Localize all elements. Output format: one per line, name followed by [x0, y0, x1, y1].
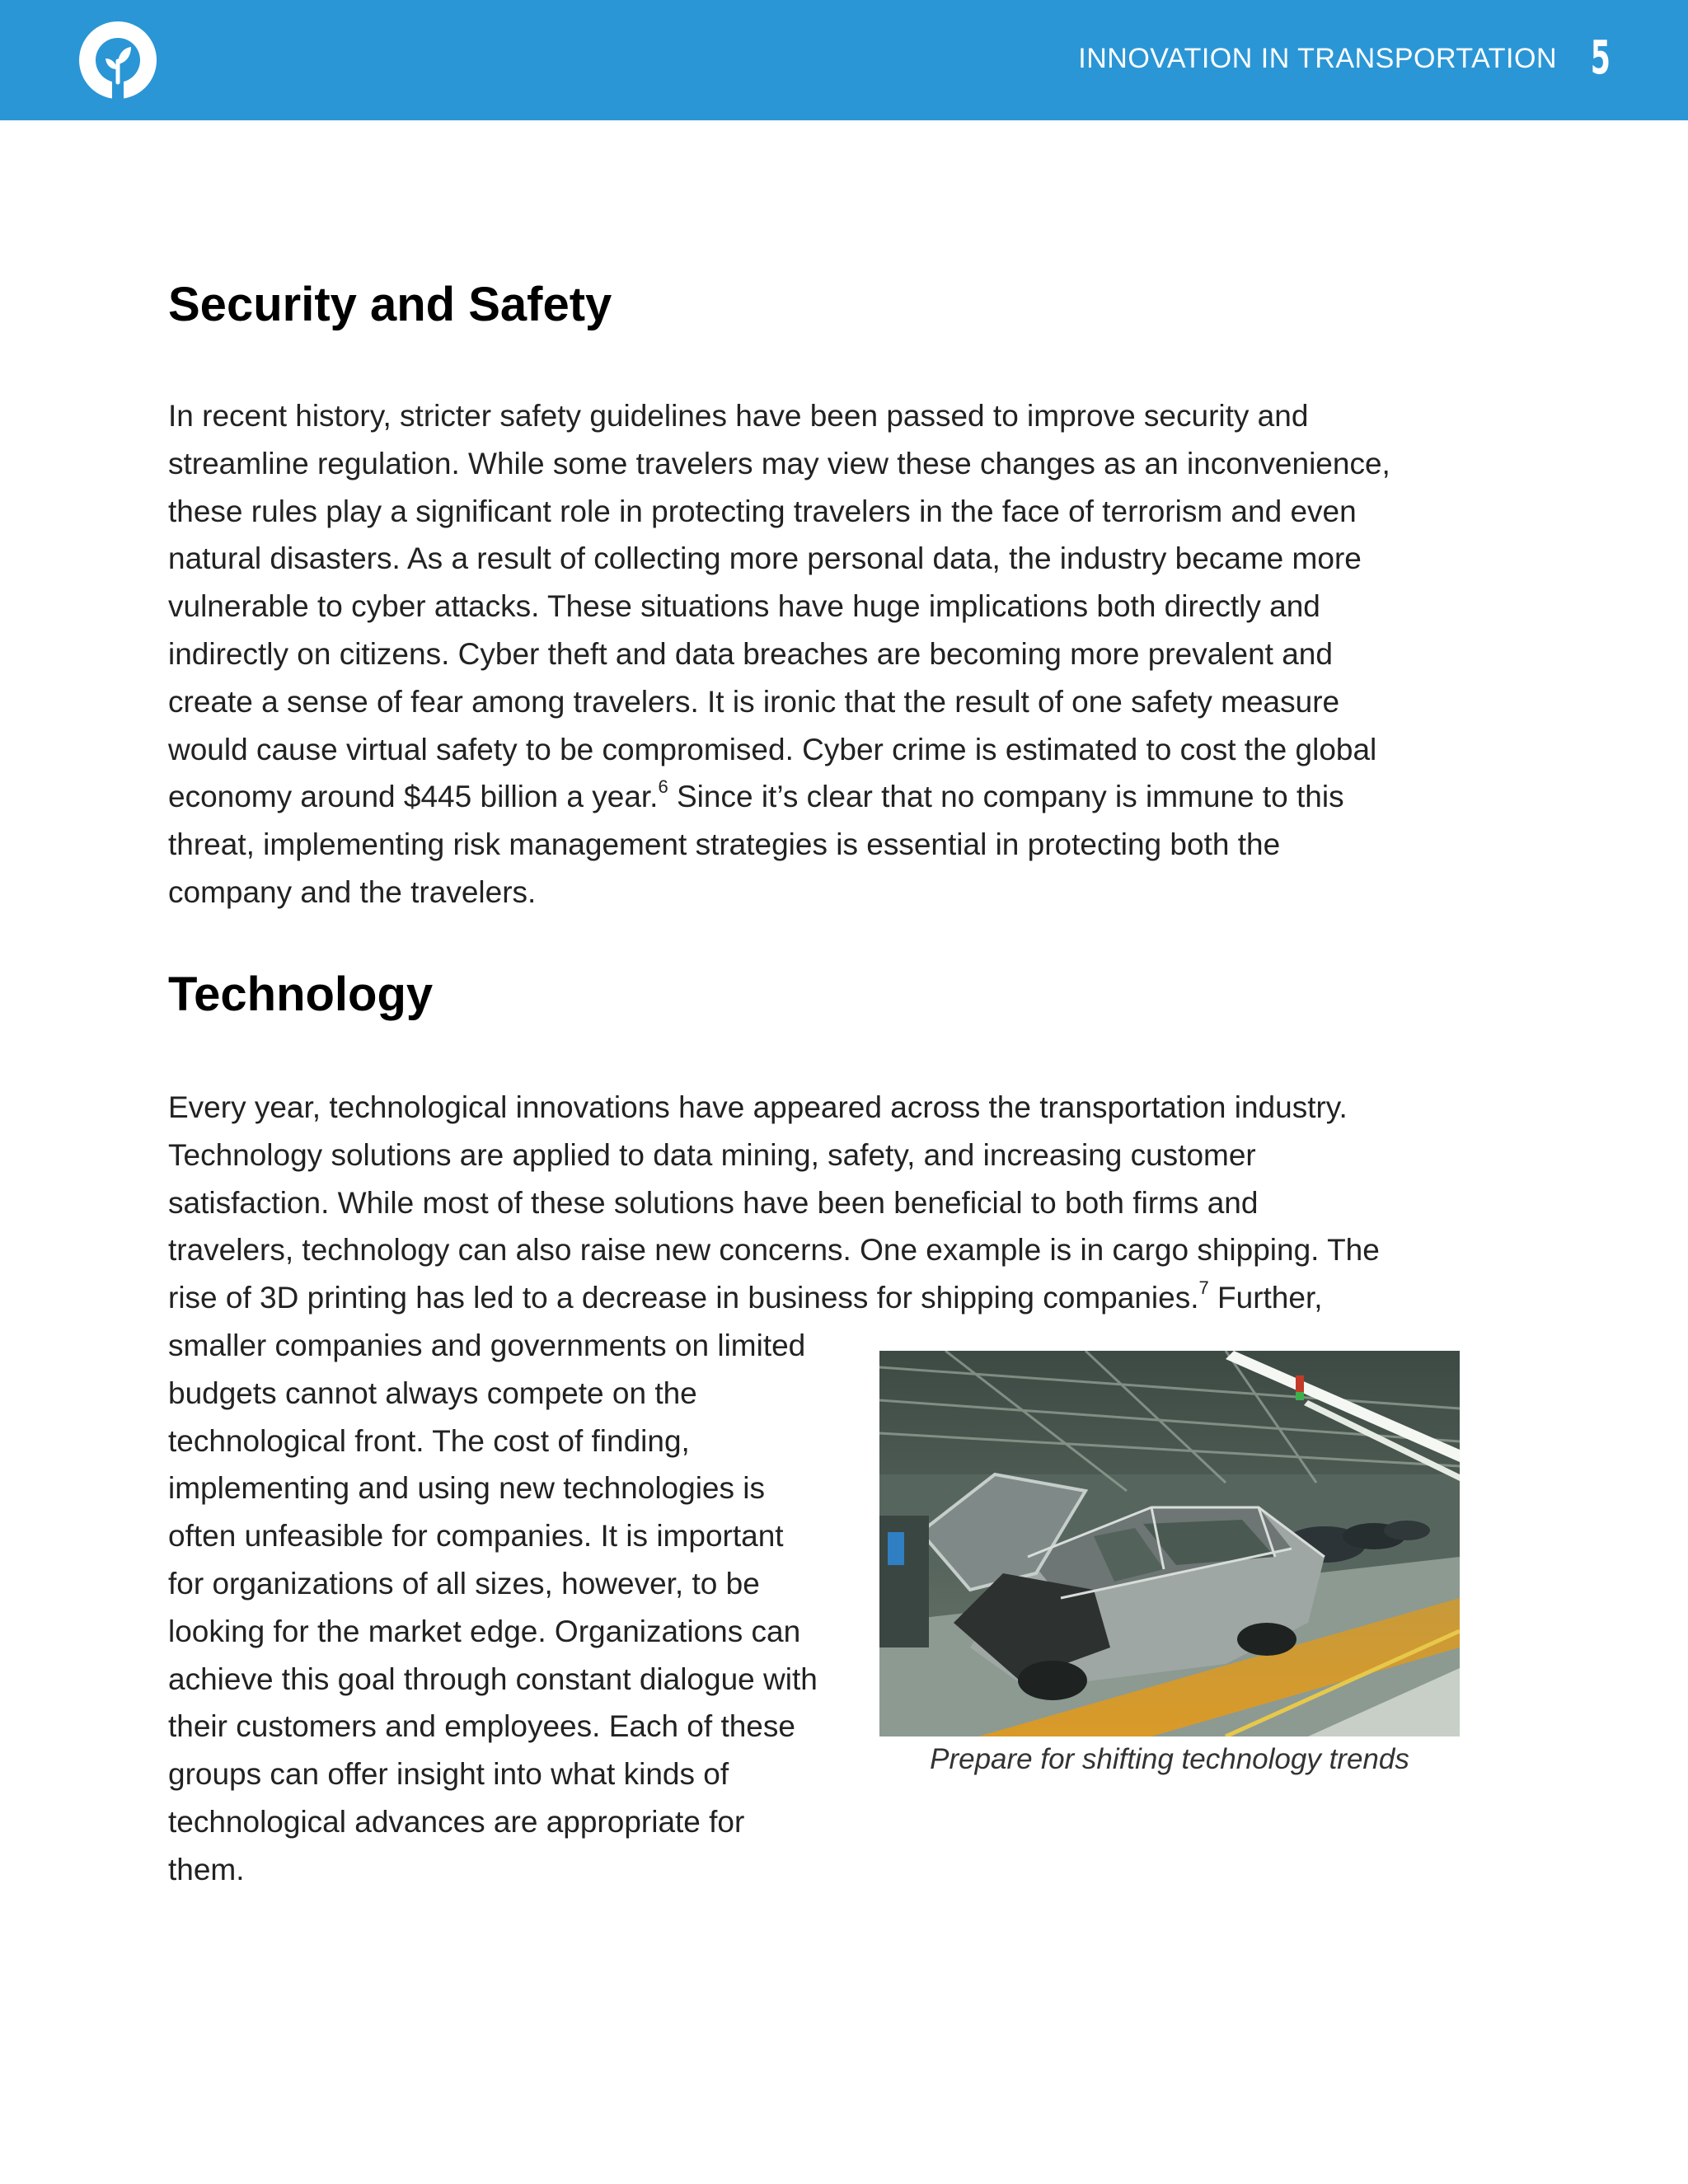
text-line: natural disasters. As a result of collecting more personal data, the industry became more	[168, 541, 1362, 576]
text-line: for organizations of all sizes, however, to be	[168, 1566, 760, 1601]
text-line: Every year, technological innovations have appeared across the transportation industry.	[168, 1090, 1348, 1124]
section-heading-security-safety: Security and Safety	[168, 278, 612, 331]
footnote-ref-6[interactable]: 6	[658, 776, 668, 798]
security-paragraph	[168, 392, 1390, 916]
text-line: Technology solutions are applied to data mining, safety, and increasing customer	[168, 1137, 1256, 1172]
text-line: technological advances are appropriate for	[168, 1804, 745, 1839]
text-line: would cause virtual safety to be compromised. Cyber crime is estimated to cost the global	[168, 732, 1377, 766]
text-line: streamline regulation. While some travelers may view these changes as an inconvenience,	[168, 446, 1390, 480]
text-line: travelers, technology can also raise new concerns. One example is in cargo shipping. The	[168, 1233, 1380, 1268]
text-fragment: economy around $445 billion a year.	[168, 780, 659, 814]
text-line	[168, 1274, 1380, 1322]
assembly-line-illustration	[879, 1351, 1460, 1736]
car-assembly-line-photo	[879, 1351, 1460, 1736]
text-line: them.	[168, 1852, 245, 1886]
text-line: often unfeasible for companies. It is important	[168, 1519, 784, 1554]
text-line: create a sense of fear among travelers. It is ironic that the result of one safety measure	[168, 684, 1340, 719]
sprout-leaf-logo-icon[interactable]	[79, 21, 157, 99]
text-line: technological front. The cost of finding,	[168, 1423, 690, 1458]
text-line: satisfaction. While most of these solutions have been beneficial to both firms and	[168, 1185, 1259, 1220]
document-title: INNOVATION IN TRANSPORTATION	[1078, 43, 1557, 74]
text-fragment: rise of 3D printing has led to a decrease in business for shipping companies.	[168, 1281, 1199, 1315]
text-line: their customers and employees. Each of these	[168, 1709, 795, 1744]
page-number: 5	[1590, 31, 1611, 85]
text-line: looking for the market edge. Organizations can	[168, 1614, 801, 1648]
text-line: achieve this goal through constant dialogue with	[168, 1661, 818, 1696]
text-line: implementing and using new technologies is	[168, 1471, 765, 1506]
footnote-ref-7[interactable]: 7	[1198, 1277, 1209, 1299]
text-fragment: Further,	[1208, 1281, 1323, 1315]
section-heading-technology: Technology	[168, 968, 434, 1021]
text-line: groups can offer insight into what kinds of	[168, 1757, 729, 1792]
header-bar	[0, 0, 1688, 120]
figure-caption: Prepare for shifting technology trends	[930, 1743, 1409, 1775]
text-line: indirectly on citizens. Cyber theft and data breaches are becoming more prevalent and	[168, 636, 1333, 671]
text-line: these rules play a significant role in protecting travelers in the face of terrorism and even	[168, 494, 1357, 528]
text-line: threat, implementing risk management strategies is essential in protecting both the	[168, 827, 1281, 862]
text-line: vulnerable to cyber attacks. These situations have huge implications both directly and	[168, 589, 1320, 624]
text-line: company and the travelers.	[168, 874, 537, 909]
text-line: smaller companies and governments on limited	[168, 1328, 806, 1362]
text-fragment: Since it’s clear that no company is immune to this	[668, 780, 1344, 814]
text-line: In recent history, stricter safety guidelines have been passed to improve security and	[168, 399, 1309, 433]
text-line: budgets cannot always compete on the	[168, 1376, 697, 1410]
text-line	[168, 773, 1390, 821]
